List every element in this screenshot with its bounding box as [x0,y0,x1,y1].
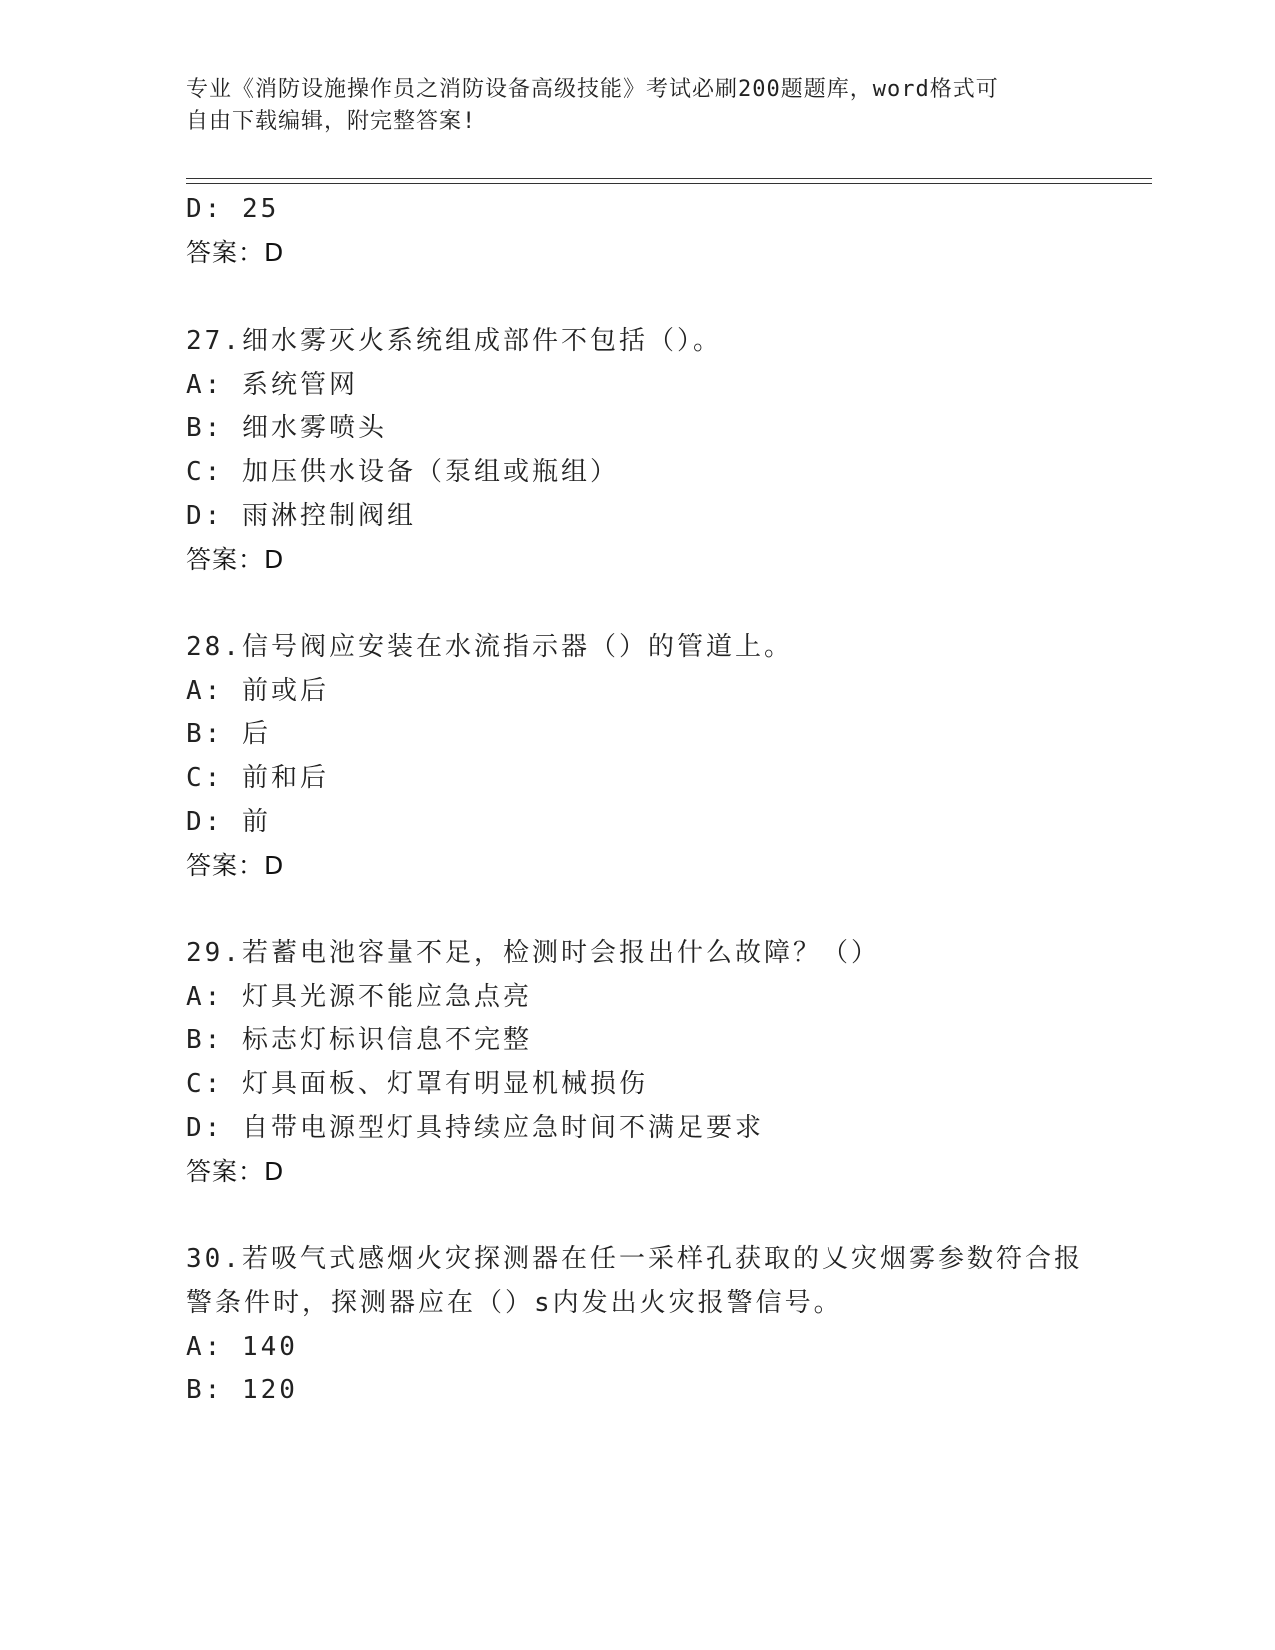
question-29-option-d: D: 自带电源型灯具持续应急时间不满足要求 [186,1113,764,1143]
question-28-option-c: C: 前和后 [186,763,329,793]
document-header [186,74,1066,138]
question-29-stem: 29.若蓄电池容量不足，检测时会报出什么故障？（） [186,938,880,968]
question-30-option-a: A: 140 [186,1332,298,1362]
question-29-option-b: B: 标志灯标识信息不完整 [186,1025,532,1055]
question-27-stem: 27.细水雾灭火系统组成部件不包括（）。 [186,326,722,356]
question-30-option-b: B: 120 [186,1375,298,1405]
question-28-stem: 28.信号阀应安装在水流指示器（）的管道上。 [186,632,793,662]
question-29-option-a: A: 灯具光源不能应急点亮 [186,982,532,1012]
header-divider-top [186,178,1152,179]
prev-option-d: D: 25 [186,194,280,224]
prev-answer: 答案：D [186,238,285,267]
question-27-option-a: A: 系统管网 [186,370,358,400]
question-29-answer: 答案：D [186,1157,285,1186]
question-27-option-b: B: 细水雾喷头 [186,413,387,443]
question-27-option-c: C: 加压供水设备（泵组或瓶组） [186,457,619,487]
question-27-option-d: D: 雨淋控制阀组 [186,501,416,531]
header-line-1: 专业《消防设施操作员之消防设备高级技能》考试必刷200题题库，word格式可 [186,77,999,102]
question-28-option-a: A: 前或后 [186,676,329,706]
question-27-answer: 答案：D [186,545,285,574]
question-28-option-b: B: 后 [186,719,271,749]
header-line-2: 自由下载编辑，附完整答案! [186,109,477,134]
question-30-stem-line-1: 30.若吸气式感烟火灾探测器在任一采样孔获取的乂灾烟雾参数符合报 [186,1244,1083,1274]
header-divider-bottom [186,183,1152,184]
question-29-option-c: C: 灯具面板、灯罩有明显机械损伤 [186,1069,648,1099]
question-28-answer: 答案：D [186,851,285,880]
question-30-stem-line-2: 警条件时，探测器应在（）s内发出火灾报警信号。 [186,1288,843,1318]
question-28-option-d: D: 前 [186,807,271,837]
